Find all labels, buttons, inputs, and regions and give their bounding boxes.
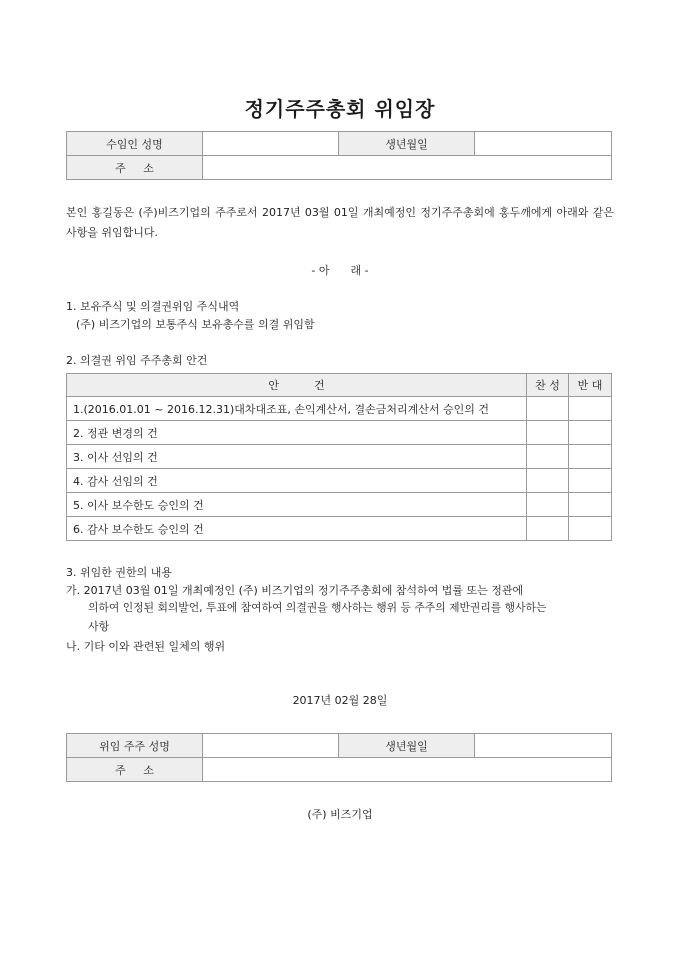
agenda-row [67, 397, 612, 421]
oppose-cell[interactable] [569, 517, 612, 541]
oppose-cell[interactable] [569, 397, 612, 421]
approve-cell[interactable] [527, 517, 569, 541]
grantor-address-field[interactable] [203, 758, 612, 782]
oppose-cell[interactable] [569, 493, 612, 517]
section1-heading: 1. 보유주식 및 의결권위임 주식내역 [66, 300, 240, 313]
section3-item-a-line2: 의하여 인정된 회의발언, 투표에 참여하여 의결권을 행사하는 행위 등 주주의 제반권리를 행사하는 [88, 601, 547, 614]
agenda-row [67, 469, 612, 493]
agenda-item: 1.(2016.01.01 ~ 2016.12.31)대차대조표, 손익계산서, 결손금처리계산서 승인의 건 [67, 397, 527, 421]
proxy-birth-field[interactable] [475, 132, 612, 156]
agenda-item: 4. 감사 선임의 건 [67, 469, 527, 493]
grantor-address-label: 주 소 [67, 758, 203, 782]
oppose-cell[interactable] [569, 445, 612, 469]
agenda-row [67, 517, 612, 541]
approve-cell[interactable] [527, 397, 569, 421]
agenda-table [66, 373, 612, 541]
agenda-row [67, 421, 612, 445]
section1-content: (주) 비즈기업의 보통주식 보유총수를 의결 위임함 [76, 318, 315, 331]
oppose-cell[interactable] [569, 469, 612, 493]
oppose-cell[interactable] [569, 421, 612, 445]
company-name: (주) 비즈기업 [307, 808, 373, 821]
agenda-item: 3. 이사 선임의 건 [67, 445, 527, 469]
section3-heading: 3. 위임한 권한의 내용 [66, 566, 172, 579]
section2-heading: 2. 의결권 위임 주주총회 안건 [66, 354, 208, 367]
approve-cell[interactable] [527, 445, 569, 469]
proxy-address-field[interactable] [203, 156, 612, 180]
document-title: 정기주주총회 위임장 [244, 97, 436, 121]
agenda-row [67, 445, 612, 469]
grantor-info-table [66, 733, 612, 782]
proxy-info-table [66, 131, 612, 180]
agenda-header: 안 건 [67, 374, 527, 397]
approve-cell[interactable] [527, 469, 569, 493]
grantor-birth-field[interactable] [475, 734, 612, 758]
proxy-birth-label: 생년월일 [339, 132, 475, 156]
intro-paragraph: 본인 홍길동은 (주)비즈기업의 주주로서 2017년 03월 01일 개최예정인 정기주주총회에 홍두깨에게 아래와 같은 사항을 위임합니다. [66, 206, 614, 239]
document-date: 2017년 02월 28일 [292, 694, 388, 707]
oppose-header: 반 대 [569, 374, 612, 397]
proxy-name-label: 수임인 성명 [67, 132, 203, 156]
agenda-item: 6. 감사 보수한도 승인의 건 [67, 517, 527, 541]
approve-cell[interactable] [527, 421, 569, 445]
proxy-address-label: 주 소 [67, 156, 203, 180]
section3-item-a-line1: 가. 2017년 03월 01일 개최예정인 (주) 비즈기업의 정기주주총회에 참석하여 법률 또는 정관에 [66, 584, 524, 597]
agenda-row [67, 493, 612, 517]
grantor-birth-label: 생년월일 [339, 734, 475, 758]
approve-cell[interactable] [527, 493, 569, 517]
approve-header: 찬 성 [527, 374, 569, 397]
grantor-name-label: 위임 주주 성명 [67, 734, 203, 758]
proxy-name-field[interactable] [203, 132, 339, 156]
section3-item-a-line3: 사항 [88, 620, 110, 633]
below-marker: - 아 래 - [311, 264, 369, 277]
agenda-item: 2. 정관 변경의 건 [67, 421, 527, 445]
grantor-name-field[interactable] [203, 734, 339, 758]
section3-item-b: 나. 기타 이와 관련된 일체의 행위 [66, 640, 226, 653]
agenda-item: 5. 이사 보수한도 승인의 건 [67, 493, 527, 517]
